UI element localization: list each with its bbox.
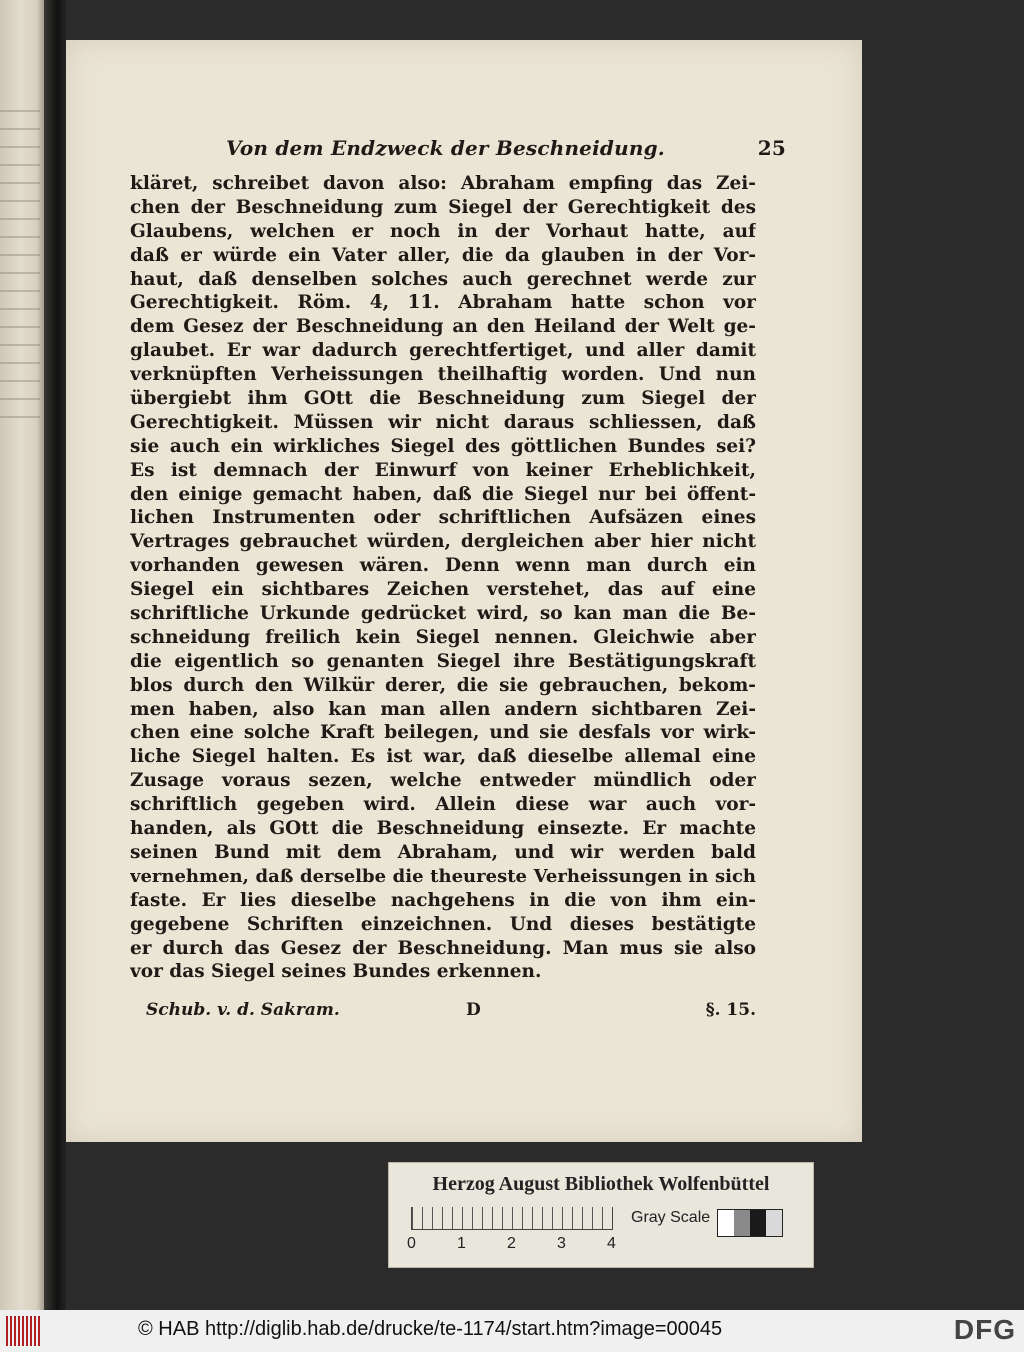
text-line: vorhanden gewesen wären. Denn wenn man durch ein	[130, 555, 756, 577]
color-reference-chart	[388, 1162, 814, 1268]
ruler-tick-label: 2	[507, 1235, 516, 1252]
text-line: Zusage voraus sezen, welche entweder mündlich oder	[130, 770, 756, 792]
text-line: chen der Beschneidung zum Siegel der Gerechtigkeit des	[130, 196, 756, 218]
book-spine	[44, 0, 66, 1310]
text-line: schneidung freilich kein Siegel nennen. Gleichwie aber	[130, 626, 756, 648]
text-line: glaubet. Er war dadurch gerechtfertiget, und aller damit	[130, 340, 756, 362]
body-text	[130, 172, 756, 984]
text-line: handen, als GOtt die Beschneidung einsezte. Er machte	[130, 818, 756, 840]
text-line: haut, daß denselben solches auch gerechnet werde zur	[130, 268, 756, 290]
previous-page-text-fragment	[0, 110, 40, 430]
measurement-ruler	[411, 1207, 613, 1230]
ruler-tick-label: 4	[607, 1235, 616, 1252]
ruler-tick-label: 1	[457, 1235, 466, 1252]
dfg-logo: DFG	[953, 1314, 1016, 1345]
text-line: verknüpften Verheissungen theilhaftig worden. Und nun	[130, 364, 756, 386]
text-line: Vertrages gebrauchet würden, dergleichen aber hier nicht	[130, 531, 756, 553]
signature-title: Schub. v. d. Sakram.	[146, 1000, 340, 1020]
ruler-ticks	[407, 1235, 627, 1255]
copyright-url: © HAB http://diglib.hab.de/drucke/te-1174/start.htm?image=00045	[138, 1318, 723, 1340]
text-line: sie auch ein wirkliches Siegel des göttlichen Bundes sei?	[130, 435, 756, 457]
text-line: vor das Siegel seines Bundes erkennen.	[130, 961, 542, 983]
text-line: schriftlich gegeben wird. Allein diese war auch vor-	[130, 794, 756, 816]
text-line: seinen Bund mit dem Abraham, und wir werden bald	[130, 841, 756, 863]
text-line: faste. Er lies dieselbe nachgehens in die von ihm ein-	[130, 889, 756, 911]
text-line: Glaubens, welchen er noch in der Vorhaut hatte, auf	[130, 220, 756, 242]
ruler-tick-label: 0	[407, 1235, 416, 1252]
text-line: men haben, also kan man allen andern sichtbaren Zei-	[130, 698, 756, 720]
ruler-tick-label: 3	[557, 1235, 566, 1252]
text-line: daß er würde ein Vater aller, die da glauben in der Vor-	[130, 244, 756, 266]
text-line: Gerechtigkeit. Röm. 4, 11. Abraham hatte schon vor	[130, 292, 756, 314]
gray-swatch	[750, 1210, 766, 1236]
book-page	[66, 40, 862, 1142]
text-line: dem Gesez der Beschneidung an den Heiland der Welt ge-	[130, 316, 756, 338]
text-line: Es ist demnach der Einwurf von keiner Erheblichkeit,	[130, 459, 756, 481]
gray-scale-swatches	[717, 1209, 783, 1237]
text-line: schriftliche Urkunde gedrücket wird, so kan man die Be-	[130, 603, 756, 625]
hab-logo-icon	[6, 1316, 40, 1346]
text-line: blos durch den Wilkür derer, die sie gebrauchen, bekom-	[130, 674, 756, 696]
text-line: den einige gemacht haben, daß die Siegel nur bei öffent-	[130, 483, 756, 505]
page-footer	[146, 1000, 756, 1026]
text-line: kläret, schreibet davon also: Abraham empfing das Zei-	[130, 173, 756, 194]
text-line: chen eine solche Kraft beilegen, und sie desfals vor wirk-	[130, 722, 756, 744]
gray-swatch	[718, 1210, 734, 1236]
viewer-footer	[0, 1310, 1024, 1352]
text-line: Siegel ein sichtbares Zeichen verstehet, das auf eine	[130, 579, 756, 601]
text-line: lichen Instrumenten oder schriftlichen Aufsäzen eines	[130, 507, 756, 529]
catchword: §. 15.	[705, 1000, 756, 1020]
text-line: vernehmen, daß derselbe die theureste Verheissungen in sich	[130, 865, 756, 887]
gray-swatch	[734, 1210, 750, 1236]
text-line: die eigentlich so genanten Siegel ihre Bestätigungskraft	[130, 650, 756, 672]
running-head-title: Von dem Endzweck der Beschneidung.	[226, 136, 665, 160]
text-line: übergiebt ihm GOtt die Beschneidung zum Siegel der	[130, 388, 756, 410]
text-line: liche Siegel halten. Es ist war, daß dieselbe allemal eine	[130, 746, 756, 768]
text-line: gegebene Schriften einzeichnen. Und dieses bestätigte	[130, 913, 756, 935]
page-number: 25	[757, 136, 786, 160]
library-name: Herzog August Bibliothek Wolfenbüttel	[432, 1173, 770, 1195]
text-line: er durch das Gesez der Beschneidung. Man mus sie also	[130, 937, 756, 959]
text-line: Gerechtigkeit. Müssen wir nicht daraus schliessen, daß	[130, 411, 756, 433]
gray-swatch	[766, 1210, 782, 1236]
gray-scale-label: Gray Scale	[631, 1209, 711, 1226]
signature-mark: D	[466, 1000, 481, 1020]
